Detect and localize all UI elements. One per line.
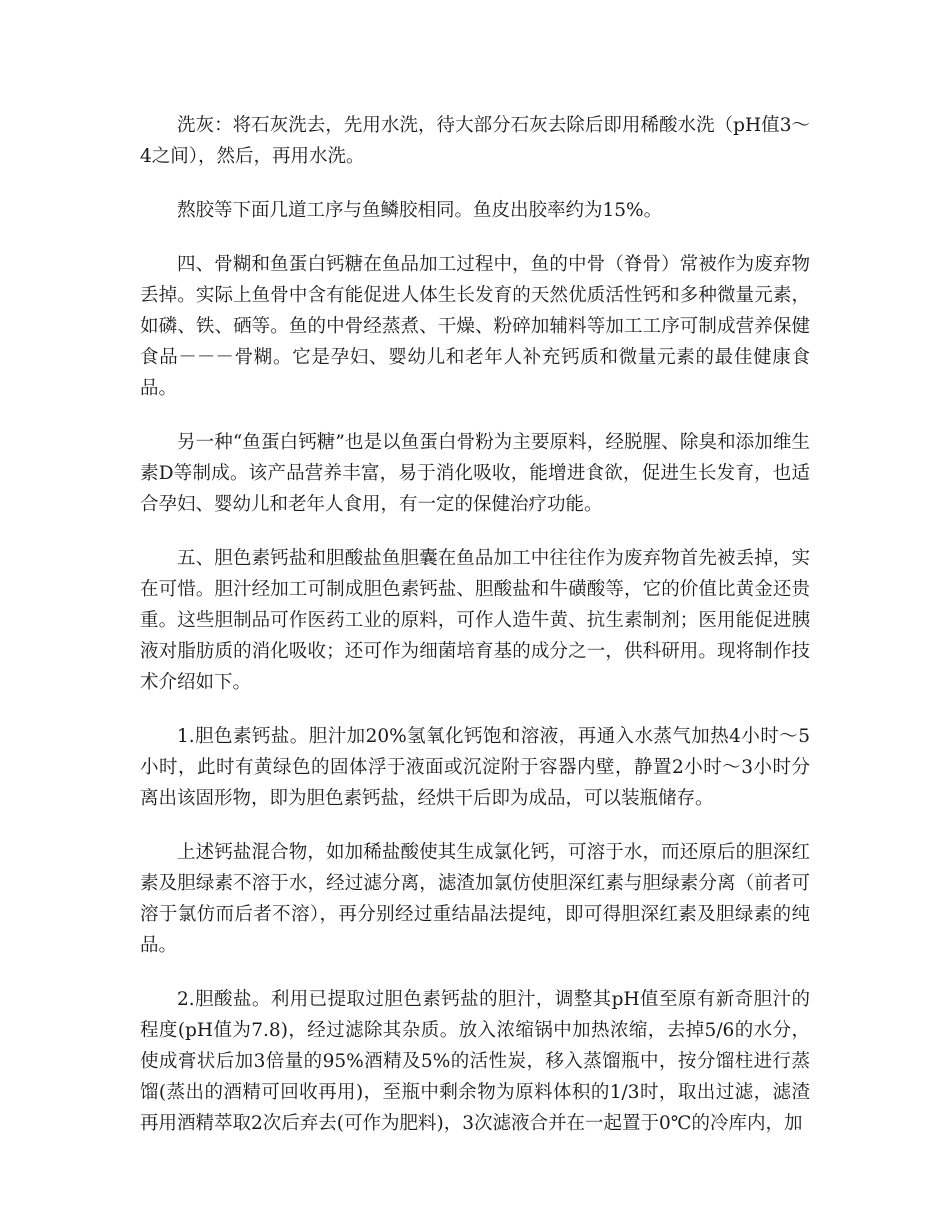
paragraph-wash-lime: 洗灰：将石灰洗去，先用水洗，待大部分石灰去除后即用稀酸水洗（pH值3～4之间），然后，再用水洗。 xyxy=(140,115,810,167)
paragraph-bile-acid-salt: 2.胆酸盐。利用已提取过胆色素钙盐的胆汁，调整其pH值至原有新奇胆汁的程度(pH值为7.8)，经过滤除其杂质。放入浓缩锅中加热浓缩，去掉5/6的水分，使成膏状后加3倍量的95%酒精及5%的活性炭，移入蒸馏瓶中，按分馏柱进行蒸馏(蒸出的酒精可回收再用)，至瓶中剩余物为原料体积的1/3时，取出过滤，滤渣再用酒精萃取2次后弃去(可作为肥料)，3次滤液合并在一起置于0℃的冷库内，加 xyxy=(140,989,810,1134)
paragraph-bile-pigment-calcium: 1.胆色素钙盐。胆汁加20%氢氧化钙饱和溶液，再通入水蒸气加热4小时～5小时，此时有黄绿色的固体浮于液面或沉淀附于容器内壁，静置2小时～3小时分离出该固形物，即为胆色素钙盐，经烘干后即为成品，可以装瓶储存。 xyxy=(140,726,810,809)
paragraph-protein-calcium-candy: 另一种“鱼蛋白钙糖”也是以鱼蛋白骨粉为主要原料，经脱腥、除臭和添加维生素D等制成。该产品营养丰富，易于消化吸收，能增进食欲，促进生长发育，也适合孕妇、婴幼儿和老年人食用，有一定的保健治疗功能。 xyxy=(140,432,810,515)
paragraph-glue-yield: 熬胶等下面几道工序与鱼鳞胶相同。鱼皮出胶率约为15%。 xyxy=(177,200,663,221)
paragraph-calcium-mixture: 上述钙盐混合物，如加稀盐酸使其生成氯化钙，可溶于水，而还原后的胆深红素及胆绿素不溶于水，经过滤分离，滤渣加氯仿使胆深红素与胆绿素分离（前者可溶于氯仿而后者不溶），再分别经过重结晶法提纯，即可得胆深红素及胆绿素的纯品。 xyxy=(140,842,810,956)
paragraph-bone-paste: 四、骨糊和鱼蛋白钙糖在鱼品加工过程中，鱼的中骨（脊骨）常被作为废弃物丢掉。实际上鱼骨中含有能促进人体生长发育的天然优质活性钙和多种微量元素，如磷、铁、硒等。鱼的中骨经蒸煮、干燥、粉碎加辅料等加工工序可制成营养保健食品－－－骨糊。它是孕妇、婴幼儿和老年人补充钙质和微量元素的最佳健康食品。 xyxy=(140,254,810,399)
document-body xyxy=(140,110,810,1162)
paragraph-bile-products: 五、胆色素钙盐和胆酸盐鱼胆囊在鱼品加工中往往作为废弃物首先被丢掉，实在可惜。胆汁经加工可制成胆色素钙盐、胆酸盐和牛磺酸等，它的价值比黄金还贵重。这些胆制品可作医药工业的原料，可作人造牛黄、抗生素制剂；医用能促进胰液对脂肪质的消化吸收；还可作为细菌培育基的成分之一，供科研用。现将制作技术介绍如下。 xyxy=(140,548,810,693)
